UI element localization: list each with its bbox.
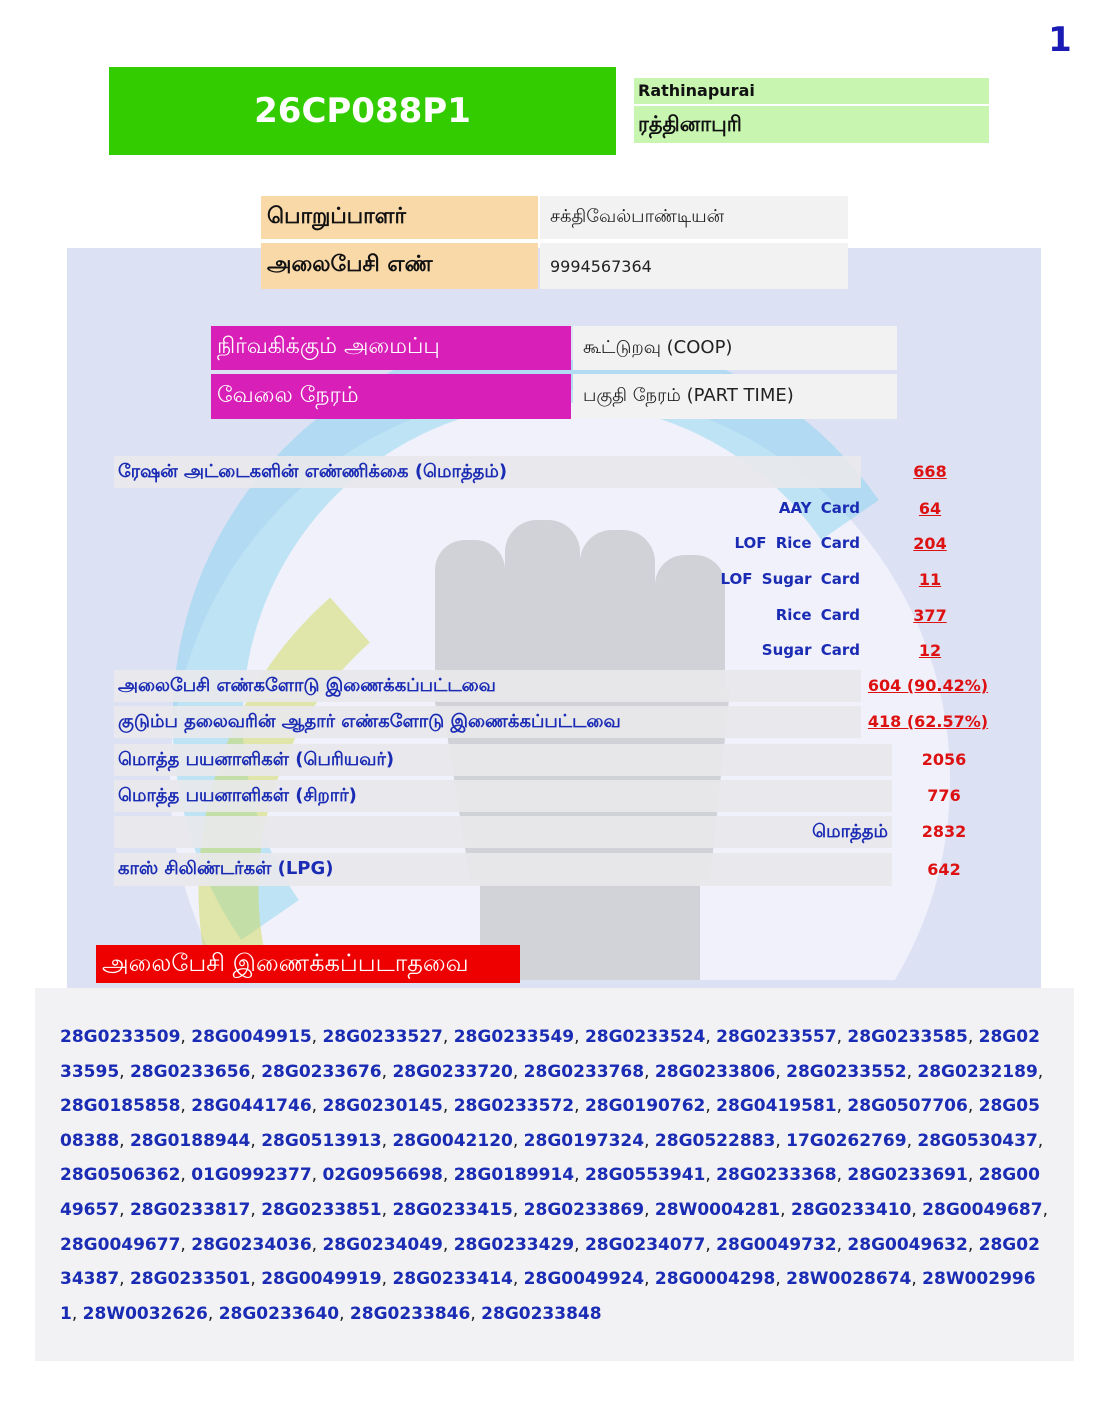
- unlinked-card-id: 28G0234387: [60, 1234, 1040, 1290]
- list-separator: ,: [574, 1027, 585, 1047]
- unlinked-card-id: 28G0419581: [716, 1096, 837, 1117]
- list-separator: ,: [906, 1061, 918, 1082]
- list-separator: ,: [180, 1096, 192, 1117]
- unlinked-card-id: 28G0233720: [392, 1061, 513, 1082]
- unlinked-card-id: 28G0233414: [392, 1269, 513, 1290]
- list-separator: ,: [250, 1061, 262, 1082]
- list-separator: ,: [250, 1130, 262, 1151]
- adults-label: மொத்த பயனாளிகள் (பெரியவர்): [114, 744, 892, 776]
- unlinked-card-id: 28G0233768: [523, 1061, 645, 1082]
- unlinked-card-id: 28G0233676: [261, 1061, 382, 1082]
- unlinked-card-id: 28G0233806: [654, 1061, 776, 1082]
- list-separator: ,: [705, 1096, 717, 1117]
- unlinked-card-id: 28G0230145: [322, 1096, 443, 1117]
- card-type-label: AAY Card: [778, 499, 860, 517]
- list-separator: ,: [381, 1130, 393, 1151]
- list-separator: ,: [705, 1165, 717, 1186]
- unlinked-card-id: 28G0553941: [584, 1165, 706, 1186]
- unlinked-card-id: 28G0530437: [917, 1130, 1038, 1151]
- place-english: Rathinapurai: [634, 78, 989, 104]
- unlinked-card-id: 28G0049657: [60, 1165, 1040, 1220]
- unlinked-card-id: 28G0197324: [523, 1130, 645, 1151]
- unlinked-card-id: 28G0233851: [261, 1199, 382, 1220]
- unlinked-card-id: 28G0234077: [584, 1234, 706, 1255]
- unlinked-card-id: 28G0189914: [453, 1165, 575, 1186]
- unlinked-card-id: 28G0049687: [922, 1199, 1043, 1220]
- unlinked-card-id: 28G0233527: [322, 1027, 443, 1047]
- list-separator: ,: [119, 1061, 130, 1082]
- hours-value: பகுதி நேரம் (PART TIME): [573, 374, 897, 419]
- unlinked-card-id: 28G0188944: [129, 1130, 251, 1151]
- card-type-value: 377: [913, 606, 947, 625]
- unlinked-card-list: [60, 1020, 1050, 1331]
- unlinked-card-id: 28G0232189: [917, 1061, 1038, 1082]
- list-separator: ,: [911, 1269, 923, 1290]
- unlinked-card-id: 28G0441746: [191, 1096, 312, 1117]
- card-type-label: Sugar Card: [761, 641, 860, 659]
- list-separator: ,: [775, 1130, 787, 1151]
- list-separator: ,: [705, 1027, 717, 1047]
- unlinked-card-id: 28G0049632: [847, 1234, 968, 1255]
- list-separator: ,: [1037, 1061, 1044, 1082]
- list-separator: ,: [1042, 1199, 1048, 1220]
- mobile-value: 9994567364: [540, 243, 848, 289]
- list-separator: ,: [71, 1303, 83, 1324]
- unlinked-card-id: 28G0233368: [716, 1165, 837, 1186]
- page-number: 1: [1048, 20, 1072, 60]
- list-separator: ,: [644, 1061, 655, 1082]
- hours-label: வேலை நேரம்: [211, 374, 571, 419]
- list-separator: ,: [512, 1061, 524, 1082]
- list-separator: ,: [311, 1096, 323, 1117]
- unlinked-title: அலைபேசி இணைக்கப்படாதவை: [96, 945, 520, 983]
- unlinked-card-id: 28G0049915: [191, 1027, 312, 1047]
- list-separator: ,: [967, 1165, 979, 1186]
- incharge-label: பொறுப்பாளர்: [261, 196, 538, 239]
- unlinked-card-id: 28W0029961: [60, 1269, 1036, 1324]
- list-separator: ,: [836, 1234, 848, 1255]
- list-separator: ,: [180, 1027, 192, 1047]
- list-separator: ,: [250, 1269, 262, 1290]
- unlinked-card-id: 28G0233429: [453, 1234, 575, 1255]
- lpg-label: காஸ் சிலிண்டர்கள் (LPG): [114, 853, 892, 886]
- unlinked-card-id: 28G0513913: [261, 1130, 382, 1151]
- aadhaar-linked-label: குடும்ப தலைவரின் ஆதார் எண்களோடு இணைக்கப்பட்டவை: [114, 706, 861, 738]
- list-separator: ,: [906, 1130, 918, 1151]
- unlinked-card-id: 28G0508388: [60, 1096, 1040, 1151]
- unlinked-card-id: 28G0233691: [847, 1165, 968, 1186]
- list-separator: ,: [775, 1269, 787, 1290]
- unlinked-card-id: 28G0522883: [654, 1130, 776, 1151]
- unlinked-card-id: 28G0049677: [60, 1234, 181, 1255]
- list-separator: ,: [119, 1130, 130, 1151]
- unlinked-card-id: 28G0049924: [523, 1269, 645, 1290]
- unlinked-card-id: 28G0049732: [716, 1234, 837, 1255]
- unlinked-card-id: 28G0233585: [847, 1027, 968, 1047]
- list-separator: ,: [967, 1234, 979, 1255]
- unlinked-card-id: 28G0233640: [218, 1303, 340, 1324]
- list-separator: ,: [381, 1199, 393, 1220]
- total-cards-value: 668: [913, 462, 947, 481]
- children-value: 776: [927, 786, 961, 805]
- children-label: மொத்த பயனாளிகள் (சிறார்): [114, 780, 892, 812]
- list-separator: ,: [574, 1234, 585, 1255]
- list-separator: ,: [311, 1027, 323, 1047]
- list-separator: ,: [250, 1199, 262, 1220]
- list-separator: ,: [1037, 1130, 1044, 1151]
- unlinked-card-id: 28G0233410: [790, 1199, 912, 1220]
- adults-value: 2056: [921, 750, 967, 769]
- card-type-value: 12: [918, 641, 942, 660]
- list-separator: ,: [836, 1165, 848, 1186]
- list-separator: ,: [180, 1165, 192, 1186]
- card-type-label: Rice Card: [775, 606, 860, 624]
- card-type-value: 64: [918, 499, 942, 518]
- unlinked-card-id: 28G0233869: [523, 1199, 645, 1220]
- card-type-value: 204: [913, 534, 947, 553]
- list-separator: ,: [119, 1199, 130, 1220]
- shop-code-box: 26CP088P1: [109, 67, 616, 155]
- unlinked-card-id: 28G0185858: [60, 1096, 181, 1117]
- unlinked-card-id: 28W0032626: [82, 1303, 208, 1324]
- unlinked-card-id: 28G0233572: [453, 1096, 575, 1117]
- list-separator: ,: [512, 1199, 524, 1220]
- unlinked-card-id: 28G0233846: [349, 1303, 471, 1324]
- unlinked-card-id: 28W0004281: [654, 1199, 781, 1220]
- total-cards-label: ரேஷன் அட்டைகளின் எண்ணிக்கை (மொத்தம்): [114, 456, 861, 488]
- list-separator: ,: [836, 1096, 848, 1117]
- mobile-label: அலைபேசி எண்: [261, 243, 538, 289]
- unlinked-card-id: 01G0992377: [191, 1165, 312, 1186]
- list-separator: ,: [775, 1061, 787, 1082]
- list-separator: ,: [381, 1269, 393, 1290]
- place-tamil: ரத்தினாபுரி: [634, 106, 989, 143]
- unlinked-card-id: 28G0233524: [584, 1027, 706, 1047]
- org-label: நிர்வகிக்கும் அமைப்பு: [211, 326, 571, 370]
- list-separator: ,: [339, 1303, 350, 1324]
- unlinked-card-id: 28G0506362: [60, 1165, 181, 1186]
- list-separator: ,: [967, 1096, 979, 1117]
- lpg-value: 642: [927, 860, 961, 879]
- list-separator: ,: [311, 1234, 323, 1255]
- unlinked-card-id: 28G0233557: [716, 1027, 837, 1047]
- list-separator: ,: [442, 1027, 454, 1047]
- unlinked-card-id: 28G0233509: [60, 1027, 181, 1047]
- list-separator: ,: [442, 1096, 454, 1117]
- list-separator: ,: [644, 1199, 655, 1220]
- aadhaar-linked-value: 418 (62.57%): [867, 712, 989, 731]
- list-separator: ,: [644, 1130, 655, 1151]
- unlinked-card-id: 02G0956698: [322, 1165, 443, 1186]
- card-type-label: LOF Sugar Card: [720, 570, 860, 588]
- unlinked-card-id: 28G0233552: [786, 1061, 907, 1082]
- unlinked-card-id: 28G0507706: [847, 1096, 968, 1117]
- list-separator: ,: [119, 1269, 130, 1290]
- unlinked-card-id: 28G0233595: [60, 1027, 1040, 1082]
- org-value: கூட்டுறவு (COOP): [573, 326, 897, 370]
- unlinked-card-id: 28G0233415: [392, 1199, 513, 1220]
- unlinked-card-id: 28G0233549: [453, 1027, 575, 1047]
- unlinked-card-id: 28G0233817: [129, 1199, 251, 1220]
- list-separator: ,: [836, 1027, 848, 1047]
- unlinked-card-id: 28G0233656: [129, 1061, 251, 1082]
- list-separator: ,: [442, 1234, 454, 1255]
- list-separator: ,: [381, 1061, 393, 1082]
- unlinked-card-id: 28W0028674: [786, 1269, 912, 1290]
- unlinked-card-id: 28G0004298: [654, 1269, 776, 1290]
- list-separator: ,: [311, 1165, 323, 1186]
- list-separator: ,: [512, 1130, 524, 1151]
- total-value: 2832: [921, 822, 967, 841]
- list-separator: ,: [180, 1234, 192, 1255]
- mobile-linked-value: 604 (90.42%): [867, 676, 989, 695]
- list-separator: ,: [705, 1234, 717, 1255]
- unlinked-card-id: 28G0234036: [191, 1234, 312, 1255]
- incharge-value: சக்திவேல்பாண்டியன்: [540, 196, 848, 239]
- list-separator: ,: [911, 1199, 923, 1220]
- card-type-label: LOF Rice Card: [734, 534, 860, 552]
- total-label: மொத்தம்: [114, 816, 892, 848]
- list-separator: ,: [967, 1027, 979, 1047]
- list-separator: ,: [470, 1303, 482, 1324]
- mobile-linked-label: அலைபேசி எண்களோடு இணைக்கப்பட்டவை: [114, 670, 861, 702]
- card-type-value: 11: [918, 570, 942, 589]
- unlinked-card-id: 28G0190762: [584, 1096, 706, 1117]
- unlinked-card-id: 28G0234049: [322, 1234, 443, 1255]
- unlinked-card-id: 28G0049919: [261, 1269, 382, 1290]
- unlinked-card-id: 28G0233501: [129, 1269, 251, 1290]
- list-separator: ,: [442, 1165, 454, 1186]
- list-separator: ,: [574, 1096, 585, 1117]
- list-separator: ,: [644, 1269, 655, 1290]
- list-separator: ,: [780, 1199, 791, 1220]
- list-separator: ,: [512, 1269, 524, 1290]
- unlinked-card-id: 28G0042120: [392, 1130, 513, 1151]
- unlinked-card-id: 17G0262769: [786, 1130, 907, 1151]
- list-separator: ,: [207, 1303, 219, 1324]
- unlinked-card-id: 28G0233848: [481, 1303, 602, 1324]
- list-separator: ,: [574, 1165, 585, 1186]
